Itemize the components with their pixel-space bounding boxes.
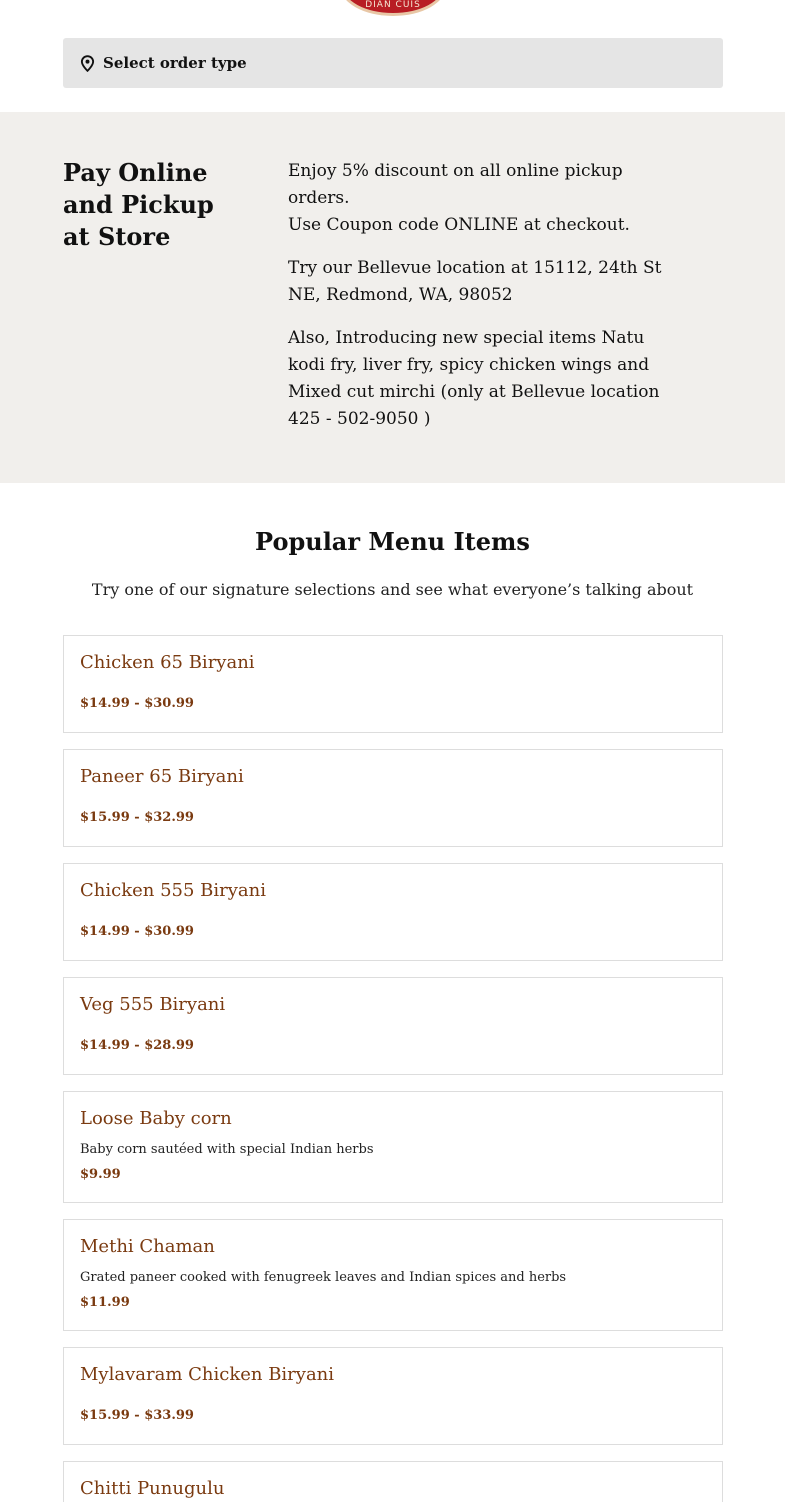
menu-item-price: $15.99 - $33.99: [80, 1408, 194, 1423]
promo-coupon-line: Use Coupon code ONLINE at checkout.: [288, 215, 630, 235]
menu-item-card[interactable]: [63, 635, 723, 733]
menu-item-card[interactable]: [63, 1091, 723, 1203]
menu-item-price: $9.99: [80, 1167, 121, 1182]
logo-badge: [340, 0, 446, 16]
promo-title: Pay Online and Pickup at Store: [63, 158, 214, 251]
menu-subheading: Try one of our signature selections and see what everyone’s talking about: [91, 580, 694, 599]
menu-item-card[interactable]: [63, 1461, 723, 1502]
promo-specials-text: Also, Introducing new special items Natu kodi fry, liver fry, spicy chicken wings and Mixed cut mirchi (only at Bellevue location 425 - 502-9050 ): [288, 328, 660, 429]
promo-location-text: Try our Bellevue location at 15112, 24th St NE, Redmond, WA, 98052: [288, 258, 662, 305]
menu-item-price: $14.99 - $28.99: [80, 1038, 194, 1053]
menu-item-name: Paneer 65 Biryani: [80, 766, 244, 787]
menu-item-card[interactable]: [63, 1347, 723, 1445]
menu-item-price: $15.99 - $32.99: [80, 810, 194, 825]
menu-item-price: $14.99 - $30.99: [80, 696, 194, 711]
menu-item-card[interactable]: [63, 863, 723, 961]
promo-body: [288, 158, 673, 449]
menu-item-name: Mylavaram Chicken Biryani: [80, 1364, 335, 1385]
menu-item-description: Baby corn sautéed with special Indian herbs: [80, 1142, 374, 1157]
menu-heading: Popular Menu Items: [255, 527, 530, 556]
menu-item-card[interactable]: [63, 749, 723, 847]
menu-item-name: Veg 555 Biryani: [80, 994, 226, 1015]
menu-item-card[interactable]: [63, 1219, 723, 1331]
logo[interactable]: [340, 0, 446, 16]
logo-text: DIAN CUIS: [365, 0, 421, 10]
menu-item-name: Methi Chaman: [80, 1236, 215, 1257]
menu-item-price: $14.99 - $30.99: [80, 924, 194, 939]
map-pin-icon: [80, 55, 95, 72]
menu-item-card[interactable]: [63, 977, 723, 1075]
menu-item-name: Loose Baby corn: [80, 1108, 232, 1129]
menu-item-name: Chitti Punugulu: [80, 1478, 225, 1499]
order-type-selector[interactable]: [63, 38, 723, 88]
menu-item-price: $11.99: [80, 1295, 130, 1310]
menu-item-name: Chicken 555 Biryani: [80, 880, 266, 901]
promo-discount-text: [288, 158, 673, 239]
menu-item-description: Grated paneer cooked with fenugreek leaves and Indian spices and herbs: [80, 1270, 567, 1285]
promo-discount-line: Enjoy 5% discount on all online pickup orders.: [288, 161, 623, 208]
menu-item-name: Chicken 65 Biryani: [80, 652, 255, 673]
promo-banner: [0, 112, 785, 483]
order-type-label: Select order type: [103, 54, 247, 72]
